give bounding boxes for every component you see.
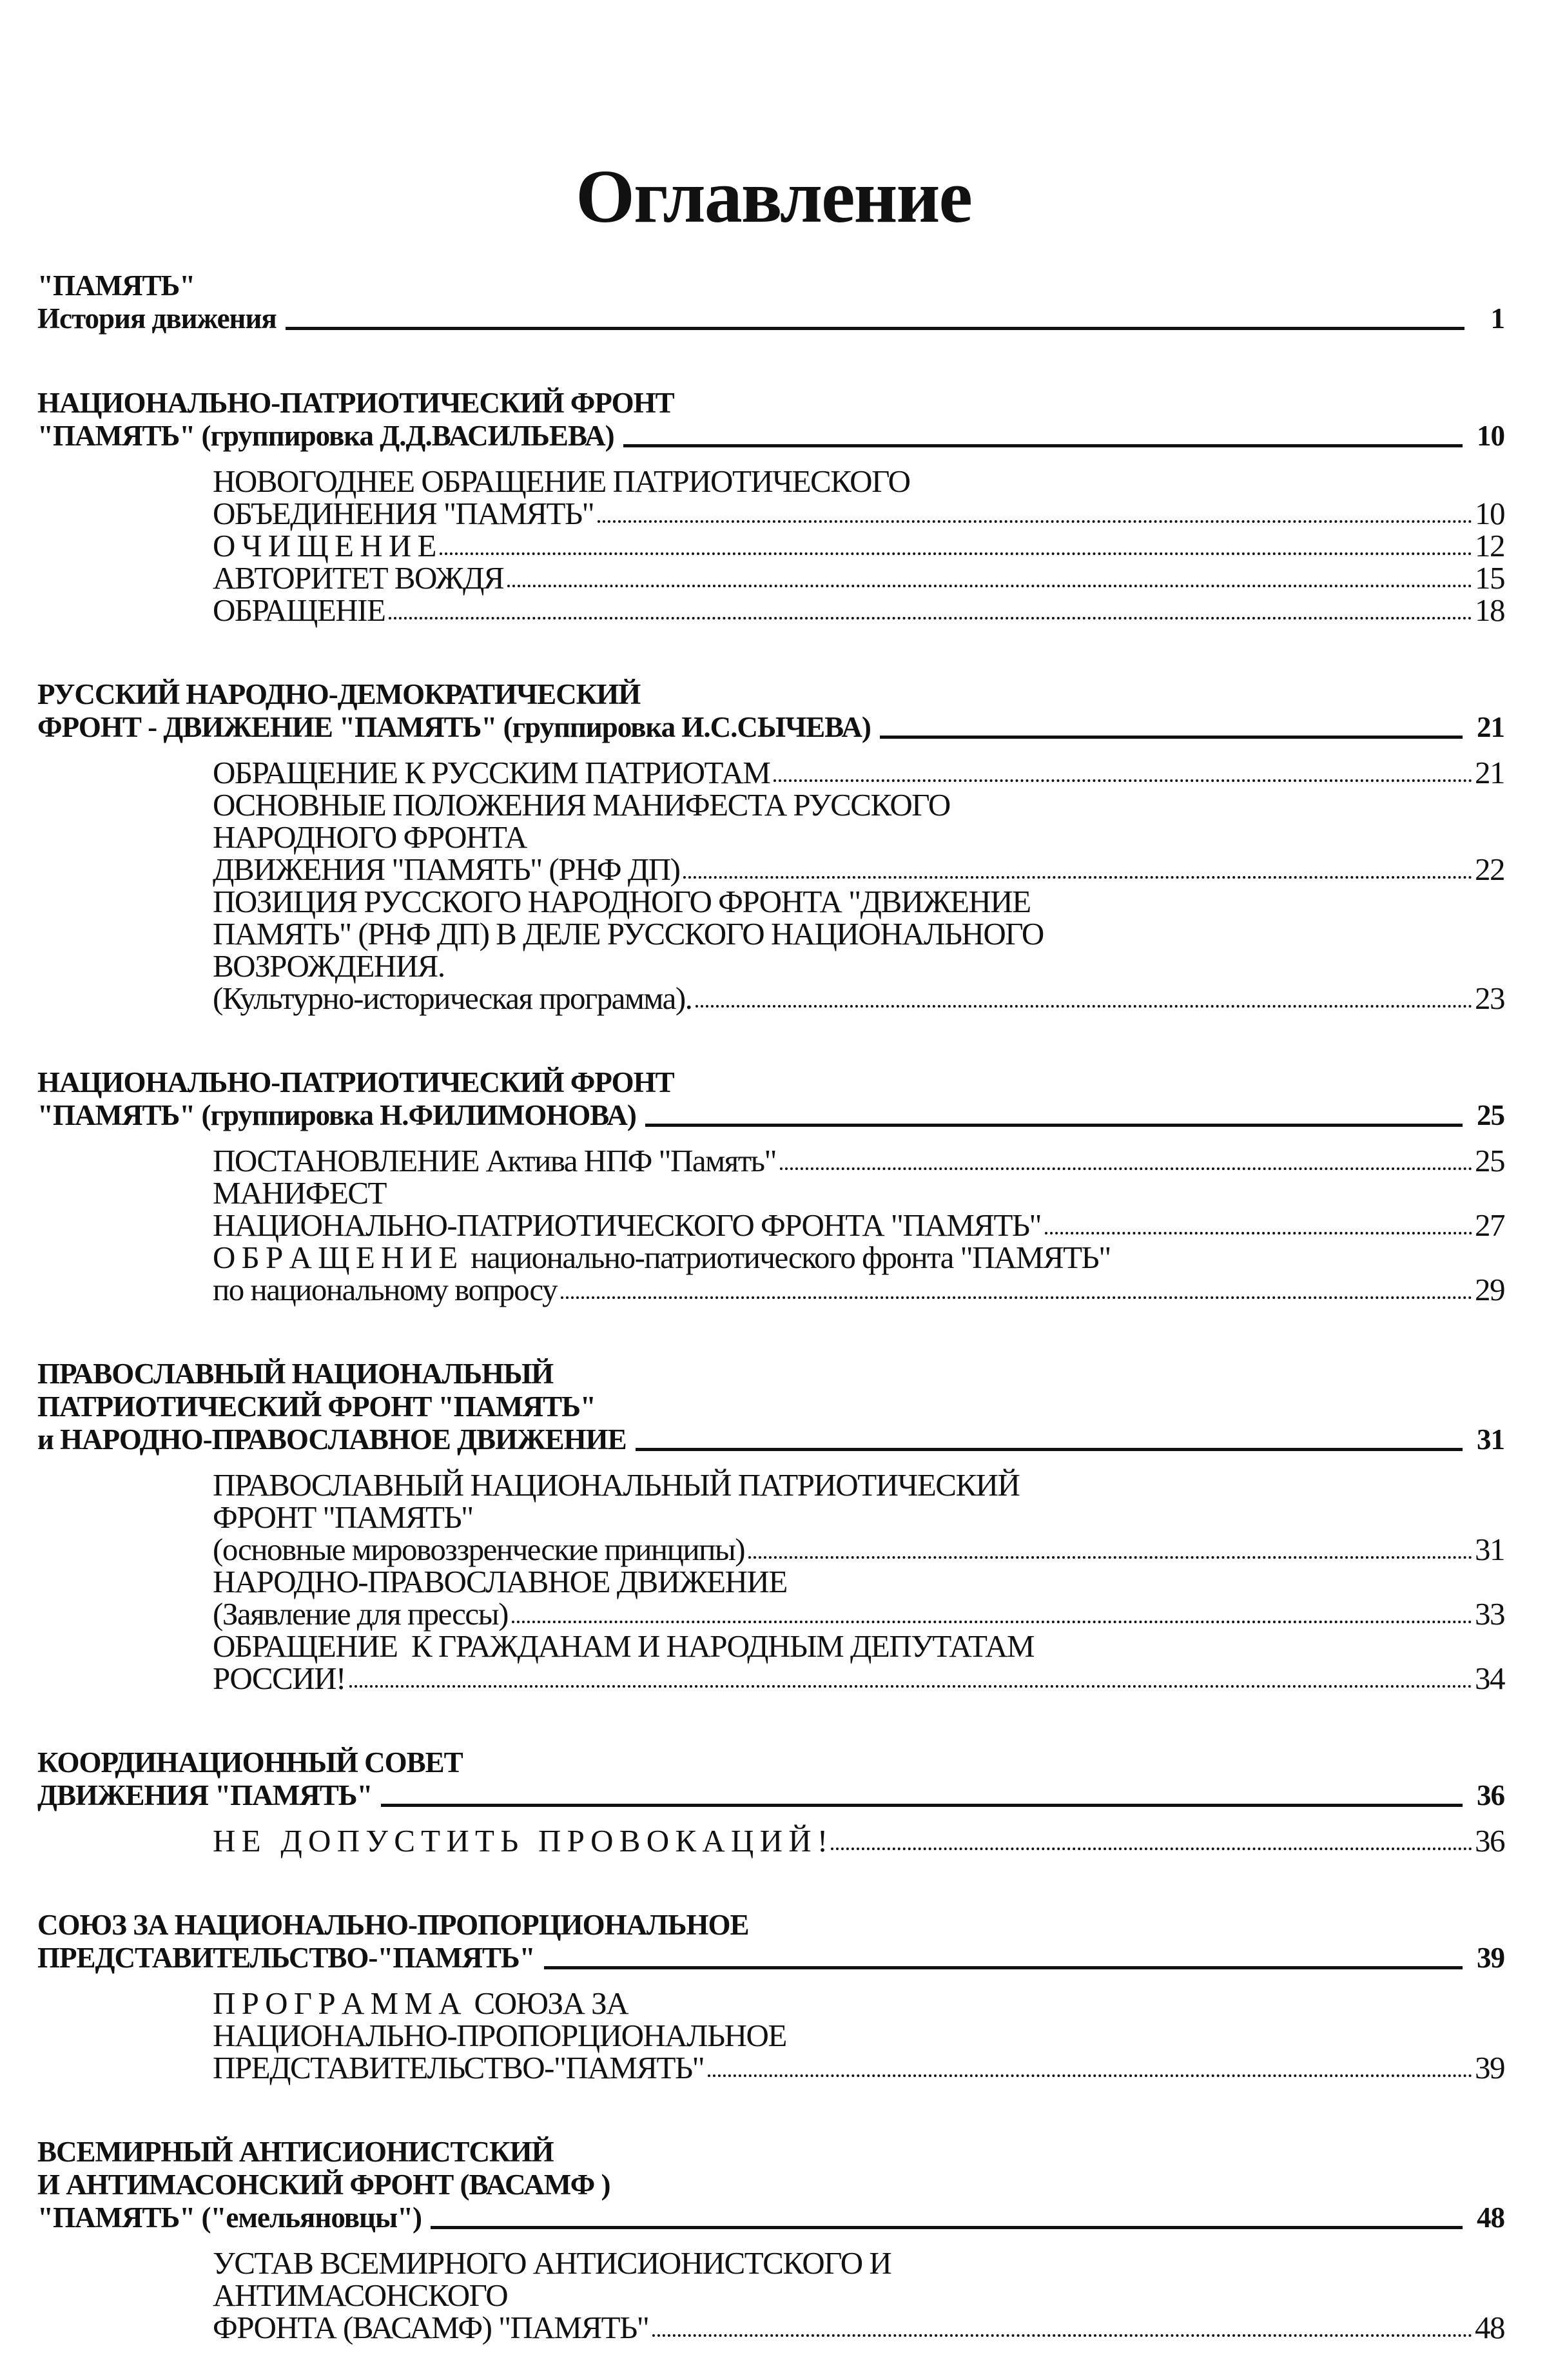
entry-text: ПАМЯТЬ" (РНФ ДП) В ДЕЛЕ РУССКОГО НАЦИОНАЛЬНОГО xyxy=(213,916,1044,951)
entry-text: ОСНОВНЫЕ ПОЛОЖЕНИЯ МАНИФЕСТА РУССКОГО xyxy=(213,787,950,823)
section-heading-link[interactable] xyxy=(37,1423,1504,1456)
section-heading-text: "ПАМЯТЬ" (группировка Д.Д.ВАСИЛЬЕВА) xyxy=(37,420,614,452)
leader-rule xyxy=(381,1804,1463,1807)
section-heading-line xyxy=(37,387,1504,420)
toc-entry[interactable] xyxy=(213,757,1504,789)
toc-section xyxy=(37,678,1504,1015)
dot-leader xyxy=(440,552,1472,555)
table-of-contents xyxy=(37,269,1504,2344)
entry-text: Н Е Д О П У С Т И Т Ь П Р О В О К А Ц И Й ! xyxy=(213,1823,827,1858)
page-number: 36 xyxy=(1475,1823,1504,1858)
dot-leader xyxy=(780,1167,1472,1170)
entry-text: ВОЗРОЖДЕНИЯ. xyxy=(213,948,445,984)
section-heading-link[interactable] xyxy=(37,1779,1504,1812)
page-number: 12 xyxy=(1475,528,1504,563)
leader-rule xyxy=(636,1448,1463,1451)
entry-text: ОБРАЩЕНИЕ К РУССКИМ ПАТРИОТАМ xyxy=(213,755,770,790)
entry-text: АВТОРИТЕТ ВОЖДЯ xyxy=(213,560,504,596)
entry-text: НАЦИОНАЛЬНО-ПАТРИОТИЧЕСКОГО ФРОНТА "ПАМЯТЬ" xyxy=(213,1207,1042,1243)
leader-rule xyxy=(623,444,1463,447)
entry-line xyxy=(213,530,1504,562)
section-heading-line xyxy=(37,1909,1504,1942)
page-number: 33 xyxy=(1475,1596,1504,1632)
section-entries xyxy=(37,465,1504,627)
leader-rule xyxy=(544,1966,1463,1969)
entry-text: ФРОНТ "ПАМЯТЬ" xyxy=(213,1499,473,1535)
toc-entry[interactable] xyxy=(213,594,1504,627)
entry-line xyxy=(213,594,1504,627)
section-entries xyxy=(37,1145,1504,1306)
entry-text: ФРОНТА (ВАСАМФ) "ПАМЯТЬ" xyxy=(213,2310,649,2345)
entry-line xyxy=(213,1209,1504,1242)
toc-entry[interactable] xyxy=(213,2247,1504,2344)
toc-section xyxy=(37,1066,1504,1306)
entry-text: РОССИИ! xyxy=(213,1661,345,1696)
toc-entry[interactable] xyxy=(213,1825,1504,1857)
dot-leader xyxy=(774,779,1472,782)
entry-line xyxy=(213,918,1504,950)
toc-entry[interactable] xyxy=(213,1566,1504,1630)
section-entries xyxy=(37,2247,1504,2344)
entry-text: АНТИМАСОНСКОГО xyxy=(213,2278,508,2313)
entry-line xyxy=(213,886,1504,918)
section-entries xyxy=(37,1469,1504,1695)
page-number: 25 xyxy=(1477,1099,1504,1131)
section-heading-line xyxy=(37,1066,1504,1099)
page-number: 39 xyxy=(1477,1942,1504,1974)
page-number: 36 xyxy=(1477,1779,1504,1811)
page-number: 25 xyxy=(1475,1143,1504,1178)
toc-section xyxy=(37,1909,1504,2084)
toc-section xyxy=(37,387,1504,627)
section-heading-text: История движения xyxy=(37,302,277,335)
section-heading-link[interactable] xyxy=(37,2201,1504,2234)
dot-leader xyxy=(507,585,1472,587)
toc-entry[interactable] xyxy=(213,562,1504,594)
dot-leader xyxy=(561,1296,1472,1299)
leader-rule xyxy=(645,1124,1463,1127)
section-heading-link[interactable] xyxy=(37,711,1504,744)
dot-leader xyxy=(748,1556,1472,1559)
section-heading-link[interactable] xyxy=(37,1942,1504,1975)
page-number: 48 xyxy=(1475,2310,1504,2345)
page-number: 21 xyxy=(1475,755,1504,790)
section-heading-line xyxy=(37,2169,1504,2201)
dot-leader xyxy=(831,1848,1472,1850)
entry-text: (Культурно-историческая программа). xyxy=(213,980,692,1016)
section-heading-text: "ПАМЯТЬ" ("емельяновцы") xyxy=(37,2201,422,2234)
entry-text: УСТАВ ВСЕМИРНОГО АНТИСИОНИСТСКОГО И xyxy=(213,2245,891,2281)
leader-rule xyxy=(880,736,1463,739)
leader-rule xyxy=(286,327,1464,330)
entry-line xyxy=(213,1598,1504,1630)
toc-entry[interactable] xyxy=(213,1630,1504,1695)
section-heading-line xyxy=(37,1390,1504,1423)
entry-text: ПОСТАНОВЛЕНИЕ Актива НПФ "Память" xyxy=(213,1143,776,1178)
entry-line xyxy=(213,1177,1504,1209)
toc-entry[interactable] xyxy=(213,1177,1504,1242)
entry-text: ОБЪЕДИНЕНИЯ "ПАМЯТЬ" xyxy=(213,496,594,531)
page-number: 27 xyxy=(1475,1207,1504,1243)
page-number: 48 xyxy=(1477,2201,1504,2234)
section-heading-text: ПАТРИОТИЧЕСКИЙ ФРОНТ "ПАМЯТЬ" xyxy=(37,1390,596,1423)
section-heading-link[interactable] xyxy=(37,302,1504,335)
dot-leader xyxy=(349,1685,1472,1688)
dot-leader xyxy=(389,617,1472,619)
toc-entry[interactable] xyxy=(213,789,1504,886)
entry-line xyxy=(213,757,1504,789)
page-number: 34 xyxy=(1475,1661,1504,1696)
page-number: 10 xyxy=(1477,420,1504,452)
entry-text: О Ч И Щ Е Н И Е xyxy=(213,528,436,563)
page-number: 29 xyxy=(1475,1272,1504,1307)
section-heading-text: СОЮЗ ЗА НАЦИОНАЛЬНО-ПРОПОРЦИОНАЛЬНОЕ xyxy=(37,1909,749,1941)
entry-text: ДВИЖЕНИЯ "ПАМЯТЬ" (РНФ ДП) xyxy=(213,852,680,887)
entry-line xyxy=(213,1630,1504,1663)
entry-text: НАРОДНО-ПРАВОСЛАВНОЕ ДВИЖЕНИЕ xyxy=(213,1564,787,1599)
dot-leader xyxy=(1045,1232,1472,1234)
section-heading-text: ДВИЖЕНИЯ "ПАМЯТЬ" xyxy=(37,1779,373,1811)
section-heading-text: ПРЕДСТАВИТЕЛЬСТВО-"ПАМЯТЬ" xyxy=(37,1942,535,1974)
entry-line xyxy=(213,1469,1504,1501)
entry-line xyxy=(213,465,1504,498)
entry-line xyxy=(213,2279,1504,2312)
section-entries xyxy=(37,757,1504,1015)
toc-entry[interactable] xyxy=(213,886,1504,1015)
section-heading-text: ФРОНТ - ДВИЖЕНИЕ "ПАМЯТЬ" (группировка И.С.СЫЧЕВА) xyxy=(37,711,871,743)
toc-entry[interactable] xyxy=(213,1987,1504,2084)
entry-text: ПРЕДСТАВИТЕЛЬСТВО-"ПАМЯТЬ" xyxy=(213,2050,705,2085)
toc-section xyxy=(37,2136,1504,2344)
page-number: 22 xyxy=(1475,852,1504,887)
dot-leader xyxy=(683,876,1472,879)
entry-line xyxy=(213,1825,1504,1857)
entry-line xyxy=(213,1534,1504,1566)
toc-entry[interactable] xyxy=(213,530,1504,562)
section-heading-text: НАЦИОНАЛЬНО-ПАТРИОТИЧЕСКИЙ ФРОНТ xyxy=(37,1066,674,1098)
section-entries xyxy=(37,1825,1504,1857)
entry-line xyxy=(213,1274,1504,1306)
entry-text: ОБРАЩЕНИЕ К ГРАЖДАНАМ И НАРОДНЫМ ДЕПУТАТАМ xyxy=(213,1628,1034,1664)
section-heading-text: НАЦИОНАЛЬНО-ПАТРИОТИЧЕСКИЙ ФРОНТ xyxy=(37,387,674,419)
toc-entry[interactable] xyxy=(213,1469,1504,1566)
entry-text: (Заявление для прессы) xyxy=(213,1596,508,1632)
toc-entry[interactable] xyxy=(213,465,1504,530)
page-number: 31 xyxy=(1477,1423,1504,1456)
toc-section xyxy=(37,1358,1504,1695)
entry-line xyxy=(213,2052,1504,2084)
page-number: 39 xyxy=(1475,2050,1504,2085)
entry-line xyxy=(213,950,1504,982)
entry-line xyxy=(213,1145,1504,1177)
entry-line xyxy=(213,982,1504,1015)
toc-entry[interactable] xyxy=(213,1242,1504,1306)
entry-text: О Б Р А Щ Е Н И Е национально-патриотического фронта "ПАМЯТЬ" xyxy=(213,1240,1111,1275)
entry-text: П Р О Г Р А М М А СОЮЗА ЗА xyxy=(213,1985,628,2021)
entry-line xyxy=(213,821,1504,853)
entry-text: МАНИФЕСТ xyxy=(213,1175,386,1211)
toc-section xyxy=(37,1746,1504,1857)
entry-text: ОБРАЩЕНIЕ xyxy=(213,592,385,628)
dot-leader xyxy=(708,2074,1472,2077)
section-heading-text: ПРАВОСЛАВНЫЙ НАЦИОНАЛЬНЫЙ xyxy=(37,1358,554,1390)
entry-text: ПОЗИЦИЯ РУССКОГО НАРОДНОГО ФРОНТА "ДВИЖЕНИЕ xyxy=(213,884,1031,919)
entry-line xyxy=(213,2020,1504,2052)
page-number: 23 xyxy=(1475,980,1504,1016)
section-heading-text: и НАРОДНО-ПРАВОСЛАВНОЕ ДВИЖЕНИЕ xyxy=(37,1423,627,1456)
entry-line xyxy=(213,1242,1504,1274)
page-number: 18 xyxy=(1475,592,1504,628)
entry-text: по национальному вопросу xyxy=(213,1272,557,1307)
entry-text: НАРОДНОГО ФРОНТА xyxy=(213,819,527,855)
page-number: 31 xyxy=(1475,1532,1504,1567)
entry-text: ПРАВОСЛАВНЫЙ НАЦИОНАЛЬНЫЙ ПАТРИОТИЧЕСКИЙ xyxy=(213,1467,1020,1503)
entry-text: (основные мировоззренческие принципы) xyxy=(213,1532,745,1567)
entry-text: НОВОГОДНЕЕ ОБРАЩЕНИЕ ПАТРИОТИЧЕСКОГО xyxy=(213,463,910,499)
section-heading-text: "ПАМЯТЬ" xyxy=(37,269,195,302)
dot-leader xyxy=(598,520,1472,523)
entry-line xyxy=(213,562,1504,594)
entry-line xyxy=(213,853,1504,886)
page-number: 10 xyxy=(1475,496,1504,531)
section-entries xyxy=(37,1987,1504,2084)
toc-entry[interactable] xyxy=(213,1145,1504,1177)
entry-line xyxy=(213,1501,1504,1534)
entry-line xyxy=(213,789,1504,821)
section-heading-text: И АНТИМАСОНСКИЙ ФРОНТ (ВАСАМФ ) xyxy=(37,2169,610,2201)
section-heading-line xyxy=(37,1358,1504,1390)
section-heading-text: ВСЕМИРНЫЙ АНТИСИОНИСТСКИЙ xyxy=(37,2136,554,2168)
leader-rule xyxy=(431,2226,1463,2229)
entry-line xyxy=(213,1663,1504,1695)
dot-leader xyxy=(652,2334,1472,2337)
section-heading-link[interactable] xyxy=(37,1099,1504,1132)
section-heading-text: "ПАМЯТЬ" (группировка Н.ФИЛИМОНОВА) xyxy=(37,1099,636,1131)
entry-line xyxy=(213,1987,1504,2020)
page-title: Оглавление xyxy=(576,154,971,239)
page-number: 1 xyxy=(1490,302,1504,335)
entry-line xyxy=(213,498,1504,530)
page-number: 15 xyxy=(1475,560,1504,596)
section-heading-line xyxy=(37,269,1504,302)
section-heading-link[interactable] xyxy=(37,420,1504,453)
section-heading-line xyxy=(37,1746,1504,1779)
toc-section xyxy=(37,269,1504,335)
dot-leader xyxy=(512,1621,1472,1623)
section-heading-text: РУССКИЙ НАРОДНО-ДЕМОКРАТИЧЕСКИЙ xyxy=(37,678,641,710)
entry-text: НАЦИОНАЛЬНО-ПРОПОРЦИОНАЛЬНОЕ xyxy=(213,2018,786,2053)
entry-line xyxy=(213,2312,1504,2344)
section-heading-text: КООРДИНАЦИОННЫЙ СОВЕТ xyxy=(37,1746,463,1779)
entry-line xyxy=(213,2247,1504,2279)
entry-line xyxy=(213,1566,1504,1598)
dot-leader xyxy=(696,1005,1472,1008)
section-heading-line xyxy=(37,678,1504,711)
section-heading-line xyxy=(37,2136,1504,2169)
page-number: 21 xyxy=(1477,711,1504,743)
